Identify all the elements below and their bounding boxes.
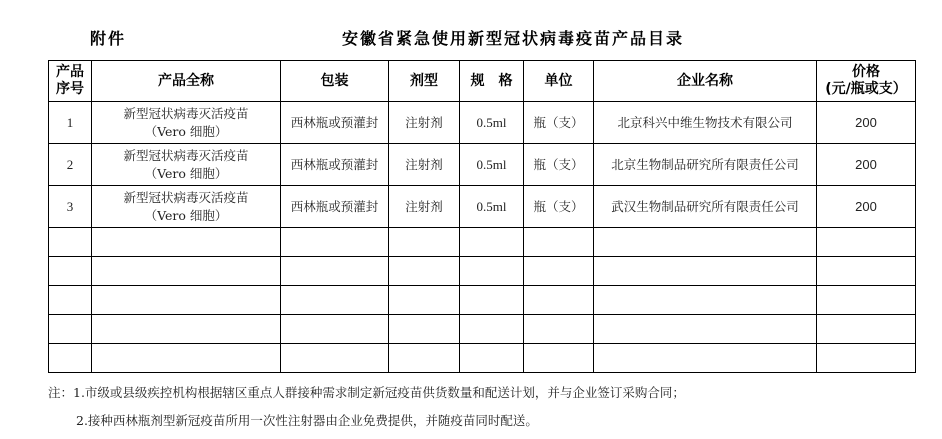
empty-table-row [49,286,916,315]
document-title: 安徽省紧急使用新型冠状病毒疫苗产品目录 [342,29,685,48]
note-1: 注：1.市级或县级疾控机构根据辖区重点人群接种需求制定新冠疫苗供货数量和配送计划，并与企业签订采购合同； [48,385,685,400]
cell-seq: 2 [49,144,92,186]
empty-table-row [49,228,916,257]
header-seq: 产品 序号 [49,61,92,102]
cell-packaging: 西林瓶或预灌封 [281,144,389,186]
empty-table-row [49,344,916,373]
cell-unit: 瓶（支） [524,144,594,186]
cell-company: 武汉生物制品研究所有限责任公司 [594,186,817,228]
cell-spec: 0.5ml [460,144,524,186]
cell-price: 200 [817,102,916,144]
cell-spec: 0.5ml [460,102,524,144]
header-dosage-form: 剂型 [389,61,460,102]
cell-seq: 3 [49,186,92,228]
attachment-label: 附件 [90,29,127,48]
cell-price: 200 [817,144,916,186]
header-spec: 规 格 [460,61,524,102]
table-row [49,102,916,144]
cell-dosage-form: 注射剂 [389,102,460,144]
cell-company: 北京科兴中维生物技术有限公司 [594,102,817,144]
empty-table-row [49,315,916,344]
header-full-name: 产品全称 [92,61,281,102]
cell-company: 北京生物制品研究所有限责任公司 [594,144,817,186]
table-row [49,144,916,186]
cell-packaging: 西林瓶或预灌封 [281,102,389,144]
cell-spec: 0.5ml [460,186,524,228]
empty-table-row [49,257,916,286]
header-packaging: 包装 [281,61,389,102]
cell-dosage-form: 注射剂 [389,186,460,228]
cell-full-name: 新型冠状病毒灭活疫苗 （Vero 细胞） [92,102,281,144]
cell-packaging: 西林瓶或预灌封 [281,186,389,228]
table-header-row [49,61,916,102]
note-2: 2.接种西林瓶剂型新冠疫苗所用一次性注射器由企业免费提供，并随疫苗同时配送。 [76,413,538,428]
vaccine-catalog-table [48,60,916,373]
cell-seq: 1 [49,102,92,144]
header-company: 企业名称 [594,61,817,102]
header-price: 价格 (元/瓶或支） [817,61,916,102]
header-unit: 单位 [524,61,594,102]
cell-dosage-form: 注射剂 [389,144,460,186]
cell-unit: 瓶（支） [524,102,594,144]
cell-price: 200 [817,186,916,228]
cell-full-name: 新型冠状病毒灭活疫苗 （Vero 细胞） [92,144,281,186]
cell-full-name: 新型冠状病毒灭活疫苗 （Vero 细胞） [92,186,281,228]
table-row [49,186,916,228]
cell-unit: 瓶（支） [524,186,594,228]
